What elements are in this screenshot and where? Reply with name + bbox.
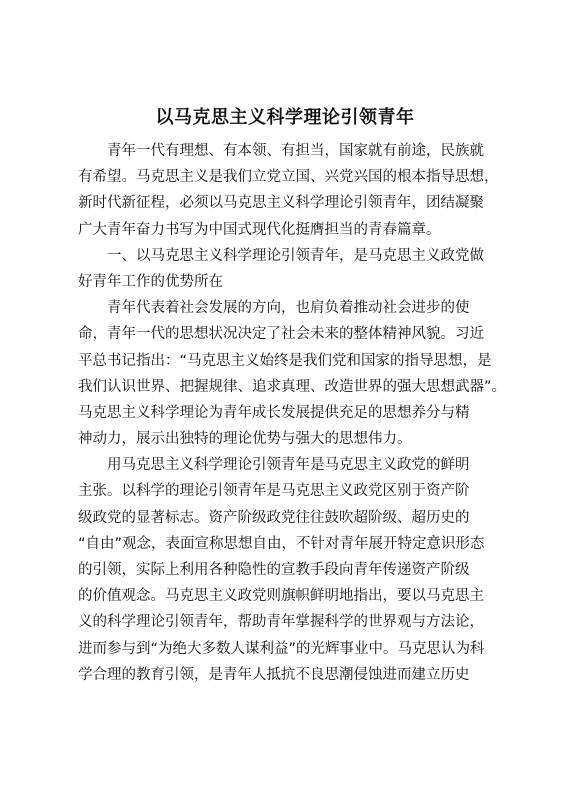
paragraph-line: 命，青年一代的思想状况决定了社会未来的整体精神风貌。习近 (78, 326, 484, 343)
paragraph-line: 进而参与到“为绝大多数人谋利益”的光辉事业中。马克思认为科 (78, 640, 485, 657)
paragraph-line: 广大青年奋力书写为中国式现代化挺膺担当的青春篇章。 (78, 221, 441, 238)
paragraph-line: 学合理的教育引领，是青年人抵抗不良思潮侵蚀进而建立历史 (78, 666, 470, 683)
paragraph-line: 义的科学理论引领青年，帮助青年掌握科学的世界观与方法论， (78, 614, 484, 631)
paragraph-line: 我们认识世界、把握规律、追求真理、改造世界的强大思想武器”。 (78, 378, 507, 395)
paragraph-line: 新时代新征程，必须以马克思主义科学理论引领青年，团结凝聚 (78, 195, 484, 212)
paragraph-line: 的引领，实际上利用各种隐性的宣教手段向青年传递资产阶级 (78, 562, 470, 578)
paragraph-line: 马克思主义科学理论为青年成长发展提供充足的思想养分与精 (78, 404, 470, 421)
section-heading-line: 一、以马克思主义科学理论引领青年，是马克思主义政党做 (107, 247, 484, 264)
paragraph-line: 神动力，展示出独特的理论优势与强大的思想伟力。 (78, 431, 412, 448)
paragraph-line: 级政党的显著标志。资产阶级政党往往鼓吹超阶级、超历史的 (78, 509, 470, 526)
paragraph-line: 主张。以科学的理论引领青年是马克思主义政党区别于资产阶 (78, 483, 470, 500)
paragraph-line: 平总书记指出：“马克思主义始终是我们党和国家的指导思想，是 (78, 352, 492, 369)
paragraph-line: 有希望。马克思主义是我们立党立国、兴党兴国的根本指导思想， (78, 169, 499, 186)
paragraph-line: “自由”观念，表面宣称思想自由，不针对青年展开特定意识形态 (78, 535, 485, 552)
paragraph-line: 的价值观念。马克思主义政党则旗帜鲜明地指出，要以马克思主 (78, 588, 484, 605)
document-title: 以马克思主义科学理论引领青年 (155, 107, 415, 128)
paragraph-line: 用马克思主义科学理论引领青年是马克思主义政党的鲜明 (107, 457, 470, 474)
document-body (78, 138, 508, 688)
paragraph-line: 青年代表着社会发展的方向，也肩负着推动社会进步的使 (107, 300, 470, 317)
section-heading-line: 好青年工作的优势所在 (78, 273, 223, 290)
paragraph-line: 青年一代有理想、有本领、有担当，国家就有前途，民族就 (107, 143, 484, 159)
